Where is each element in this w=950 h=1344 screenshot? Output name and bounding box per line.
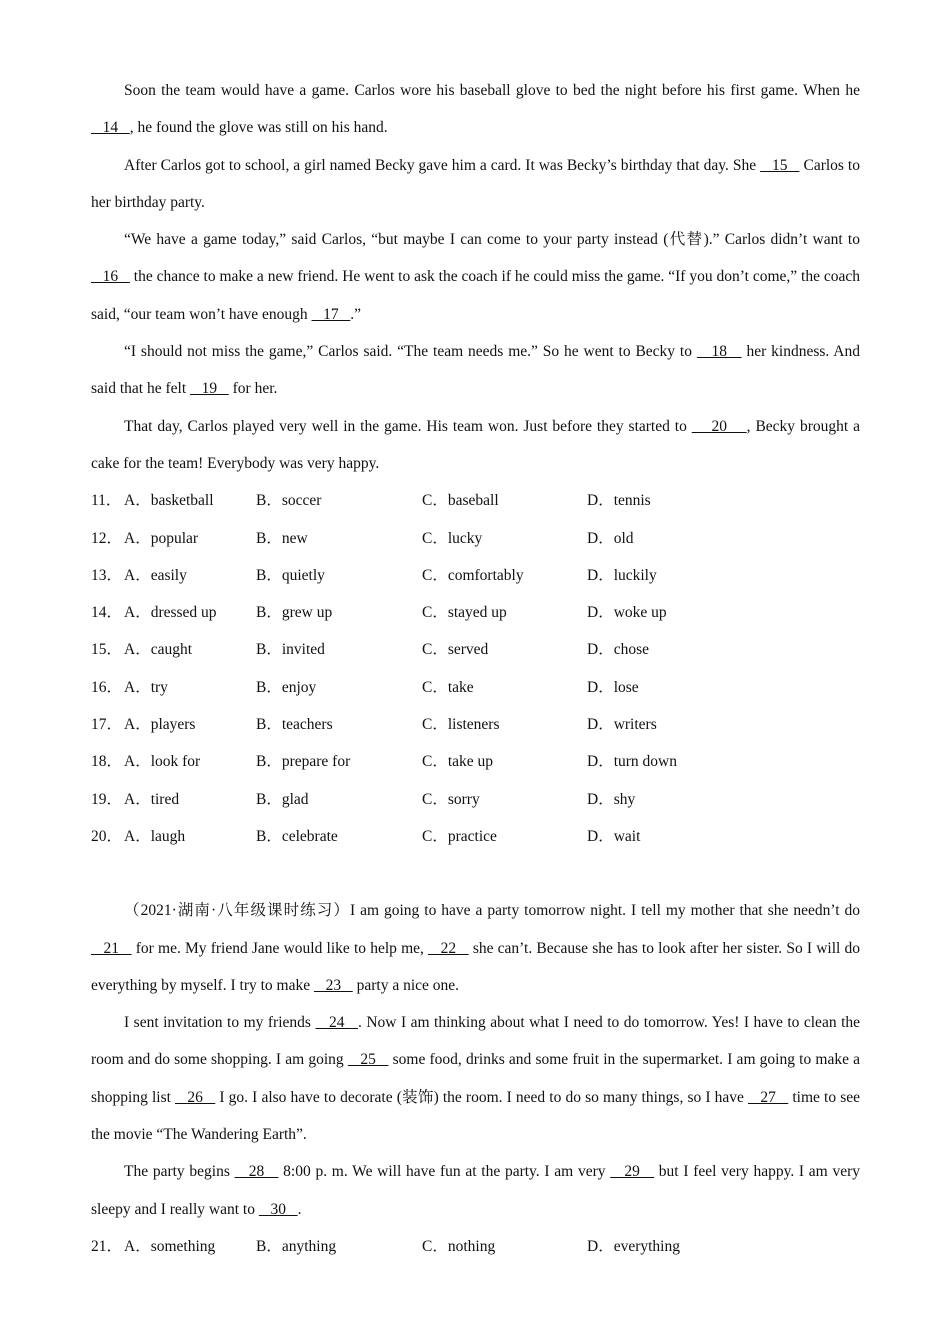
- question-number: 16．: [91, 678, 123, 696]
- option-d: D．shy: [587, 790, 636, 808]
- option-a: A．something: [124, 1237, 216, 1255]
- option-d: D．luckily: [587, 566, 657, 584]
- blank-30: 30: [258, 1200, 298, 1218]
- question-row: [91, 631, 860, 668]
- blank-28: 28: [234, 1163, 279, 1181]
- option-c: C．served: [422, 641, 489, 659]
- option-a: A．laugh: [124, 827, 186, 845]
- paragraph: “We have a game today,” said Carlos, “but maybe I can come to your party instead (代替).” Carlos didn’t want to 16 the chance to make a new friend. He went to ask the coach if he could miss the game. “If you don’t come,” the coach said, “our team won’t have enough 17 .”: [91, 231, 860, 323]
- option-c: C．nothing: [422, 1237, 496, 1255]
- blank-25: 25: [347, 1051, 389, 1069]
- option-b: B．anything: [256, 1237, 337, 1255]
- question-number: 15．: [91, 641, 123, 659]
- paragraph: “I should not miss the game,” Carlos said. “The team needs me.” So he went to Becky to 18 her kindness. And said that he felt 19 for her.: [91, 343, 860, 398]
- option-c: C．practice: [422, 827, 497, 845]
- option-a: A．caught: [124, 641, 193, 659]
- blank-17: 17: [311, 305, 351, 323]
- option-c: C．listeners: [422, 716, 500, 734]
- option-b: B．glad: [256, 790, 309, 808]
- option-a: A．tired: [124, 790, 180, 808]
- question-row: [91, 743, 860, 780]
- question-row: [91, 1228, 860, 1265]
- option-b: B．teachers: [256, 716, 333, 734]
- option-d: D．writers: [587, 716, 657, 734]
- option-d: D．lose: [587, 678, 639, 696]
- option-c: C．take: [422, 678, 474, 696]
- option-a: A．popular: [124, 529, 199, 547]
- section-gap: [91, 855, 860, 892]
- option-a: A．try: [124, 678, 168, 696]
- option-b: B．grew up: [256, 604, 333, 622]
- option-b: B．enjoy: [256, 678, 317, 696]
- question-row: [91, 482, 860, 519]
- paragraph: After Carlos got to school, a girl named Becky gave him a card. It was Becky’s birthday that day. She 15 Carlos to her birthday party.: [91, 156, 860, 211]
- option-a: A．dressed up: [124, 604, 217, 622]
- question-row: [91, 594, 860, 631]
- question-number: 12．: [91, 529, 123, 547]
- option-b: B．soccer: [256, 492, 322, 510]
- question-number: 13．: [91, 566, 123, 584]
- option-d: D．wait: [587, 827, 641, 845]
- option-d: D．turn down: [587, 753, 677, 771]
- options-list-1: [91, 482, 860, 855]
- question-number: 18．: [91, 753, 123, 771]
- question-number: 14．: [91, 604, 123, 622]
- blank-18: 18: [696, 343, 742, 361]
- question-row: [91, 520, 860, 557]
- option-d: D．woke up: [587, 604, 667, 622]
- blank-23: 23: [313, 976, 353, 994]
- option-c: C．sorry: [422, 790, 480, 808]
- blank-26: 26: [175, 1088, 216, 1106]
- option-b: B．new: [256, 529, 308, 547]
- question-row: [91, 669, 860, 706]
- question-number: 19．: [91, 790, 123, 808]
- question-row: [91, 818, 860, 855]
- option-a: A．basketball: [124, 492, 214, 510]
- option-a: A．look for: [124, 753, 201, 771]
- option-c: C．baseball: [422, 492, 499, 510]
- question-row: [91, 706, 860, 743]
- option-c: C．take up: [422, 753, 494, 771]
- option-c: C．lucky: [422, 529, 483, 547]
- blank-21: 21: [91, 939, 132, 957]
- paragraph: （2021·湖南·八年级课时练习）I am going to have a party tomorrow night. I tell my mother that she needn’t do 21 for me. My friend Jane would like to help me, 22 she can’t. Because she has to look after her sister. So I will do everything by myself. I try to make 23 party a nice one.: [91, 902, 861, 994]
- option-d: D．tennis: [587, 492, 651, 510]
- option-b: B．prepare for: [256, 753, 351, 771]
- paragraph: That day, Carlos played very well in the game. His team won. Just before they started to 20 , Becky brought a cake for the team! Everybody was very happy.: [91, 417, 860, 472]
- question-number: 17．: [91, 716, 123, 734]
- blank-27: 27: [748, 1088, 789, 1106]
- question-row: [91, 781, 860, 818]
- option-c: C．stayed up: [422, 604, 507, 622]
- question-number: 20．: [91, 827, 123, 845]
- blank-16: 16: [91, 268, 130, 286]
- blank-22: 22: [428, 939, 469, 957]
- option-b: B．invited: [256, 641, 325, 659]
- question-number: 11．: [91, 492, 122, 510]
- option-d: D．everything: [587, 1237, 680, 1255]
- blank-14: 14: [91, 119, 130, 137]
- blank-15: 15: [760, 156, 800, 174]
- option-b: B．quietly: [256, 566, 325, 584]
- option-d: D．chose: [587, 641, 649, 659]
- option-b: B．celebrate: [256, 827, 338, 845]
- option-a: A．easily: [124, 566, 187, 584]
- document-page: [91, 72, 860, 1265]
- blank-29: 29: [610, 1163, 655, 1181]
- blank-20: 20: [691, 417, 747, 435]
- blank-24: 24: [315, 1014, 358, 1032]
- option-a: A．players: [124, 716, 196, 734]
- question-number: 21．: [91, 1237, 123, 1255]
- options-list-2: [91, 1228, 860, 1265]
- blank-19: 19: [190, 380, 229, 398]
- option-c: C．comfortably: [422, 566, 524, 584]
- question-row: [91, 557, 860, 594]
- paragraph: I sent invitation to my friends 24 . Now I am thinking about what I need to do tomorrow. Yes! I have to clean the room and do some shopping. I am going 25 some food, drinks and some fruit in the supermarket. I am going to make a shopping list 26 I go. I also have to decorate (装饰) the room. I need to do so many things, so I have 27 time to see the movie “The Wandering Earth”.: [91, 1014, 861, 1144]
- paragraph: Soon the team would have a game. Carlos wore his baseball glove to bed the night before his first game. When he 14 , he found the glove was still on his hand.: [91, 82, 860, 137]
- option-d: D．old: [587, 529, 634, 547]
- paragraph: The party begins 28 8:00 p. m. We will have fun at the party. I am very 29 but I feel very happy. I am very sleepy and I really want to 30 .: [91, 1163, 861, 1218]
